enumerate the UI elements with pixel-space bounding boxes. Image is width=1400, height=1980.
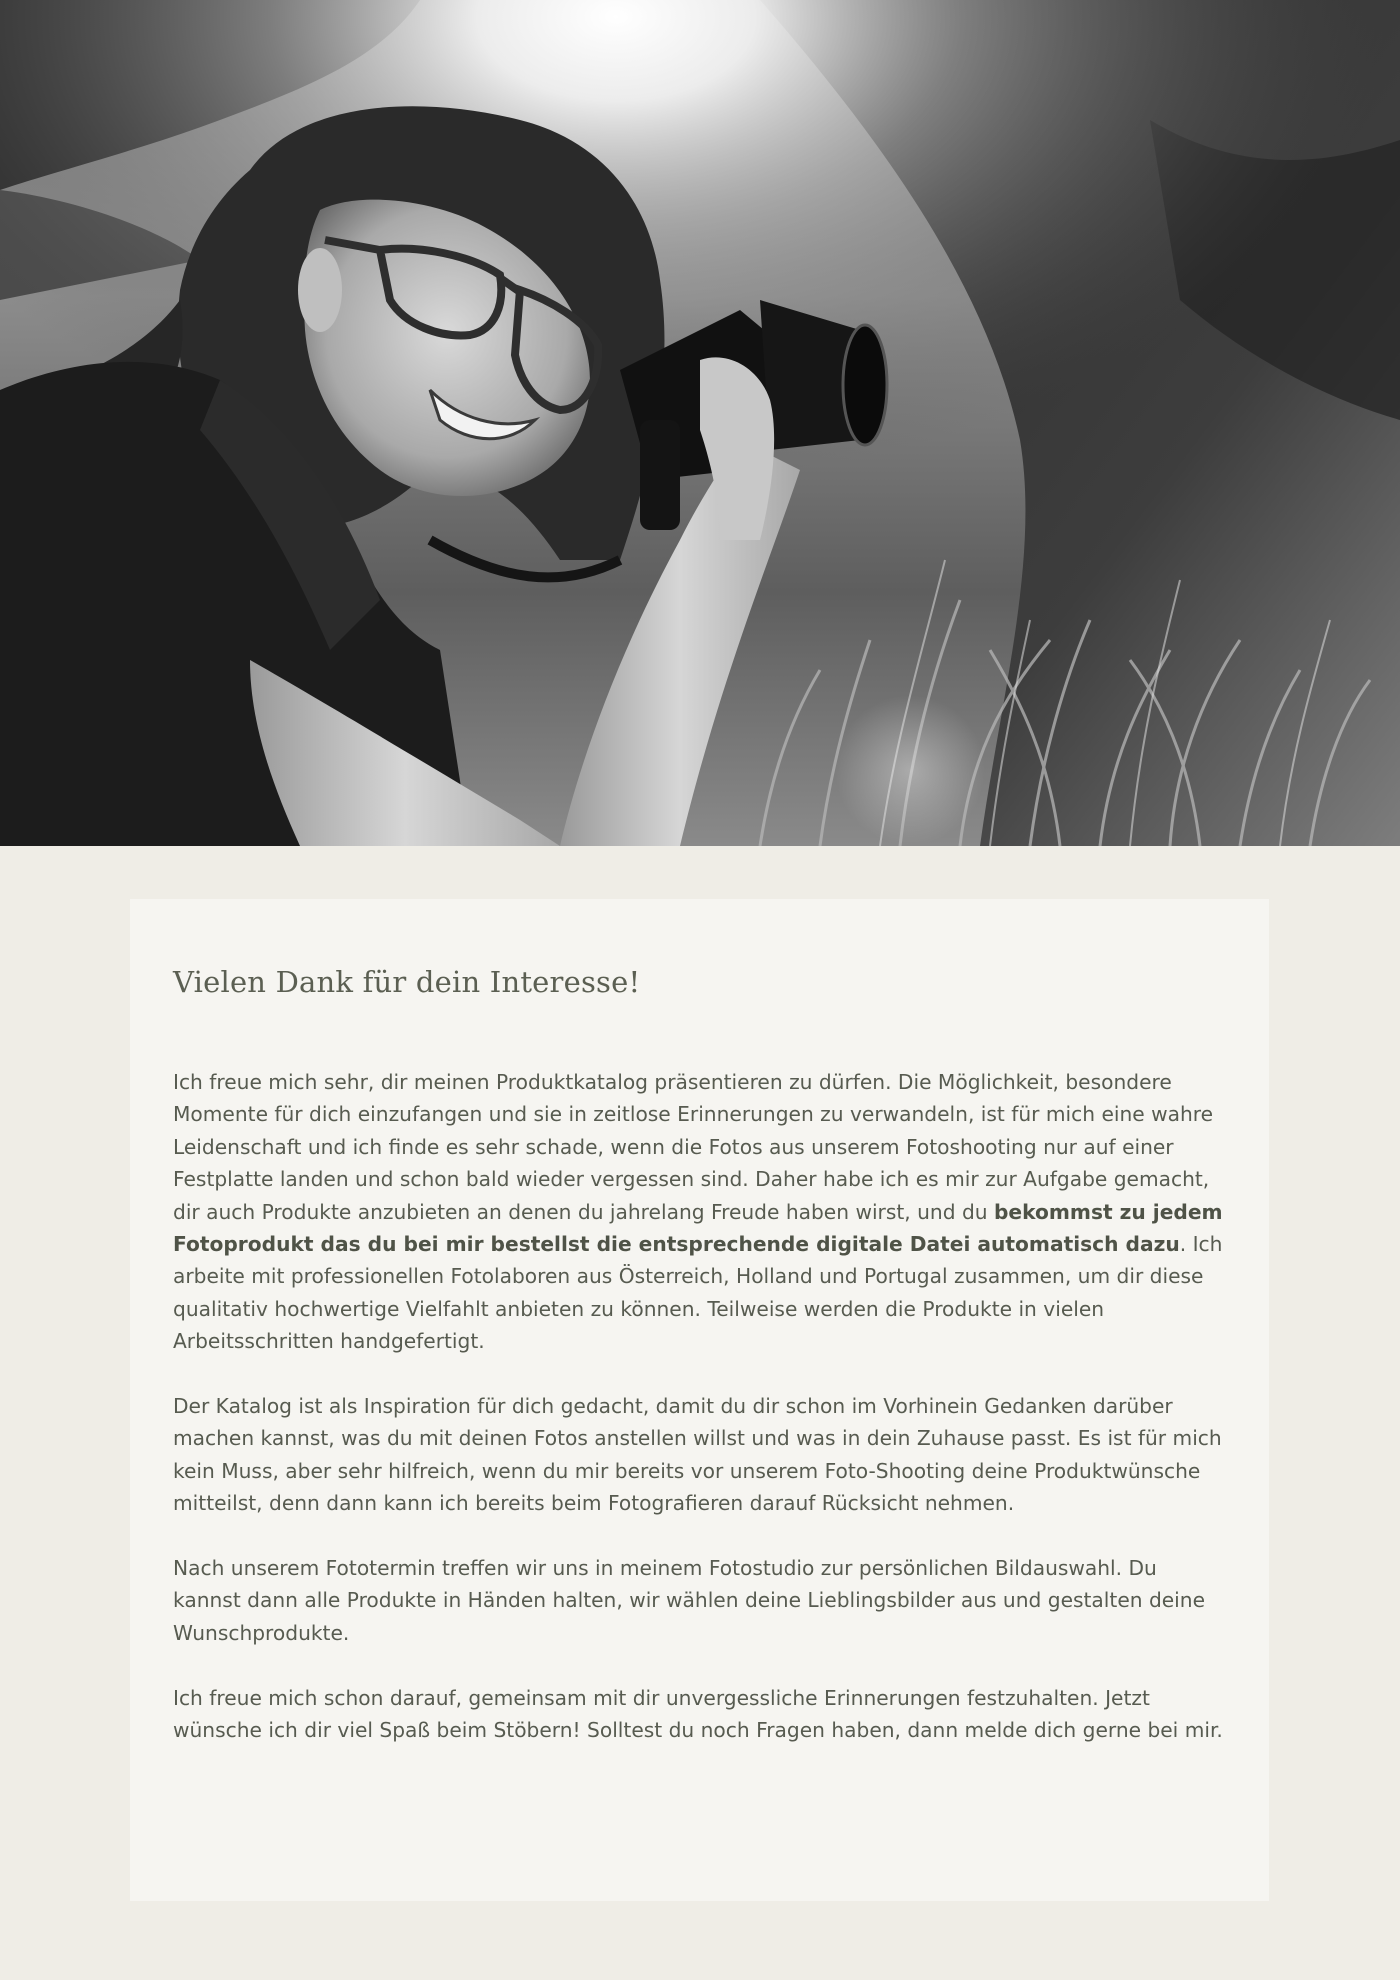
hero-photo	[0, 0, 1400, 846]
paragraph-appointment: Nach unserem Fototermin treffen wir uns in meinem Fotostudio zur persönlichen Bildauswahl. Du kannst dann alle Produkte in Händen halten, wir wählen deine Lieblingsbilder aus und gestalten deine Wunschprodukte.	[173, 1556, 1206, 1645]
photographer-portrait-photo	[0, 0, 1400, 846]
card-title: Vielen Dank für dein Interesse!	[173, 965, 641, 999]
intro-card	[130, 899, 1269, 1901]
paragraph-intro-text-end: . Ich arbeite mit professionellen Fotolaboren aus Österreich, Holland und Portugal zusammen, um dir diese qualitativ hochwertige Vielfahlt anbieten zu können. Teilweise werden die Produkte in vielen Arbeitsschritten handgefertigt.	[173, 1232, 1223, 1354]
paragraph-catalog: Der Katalog ist als Inspiration für dich gedacht, damit du dir schon im Vorhinein Gedanken darüber machen kannst, was du mit deinen Fotos anstellen willst und was in dein Zuhause passt. Es ist für mich kein Muss, aber sehr hilfreich, wenn du mir bereits vor unserem Foto-Shooting deine Produktwünsche mitteilst, denn dann kann ich bereits beim Fotografieren darauf Rücksicht nehmen.	[173, 1394, 1222, 1516]
paragraph-intro	[173, 1066, 1225, 1358]
paragraph-closing: Ich freue mich schon darauf, gemeinsam mit dir unvergessliche Erinnerungen festzuhalten. Jetzt wünsche ich dir viel Spaß beim Stöbern! Solltest du noch Fragen haben, dann melde dich gerne bei mir.	[173, 1685, 1223, 1743]
paragraph-intro-bold: bekommst zu jedem Fotoprodukt das du bei mir bestellst die entsprechende digitale Datei automatisch dazu	[173, 1199, 1223, 1257]
card-body	[173, 1066, 1225, 1746]
paragraph-intro-text: Ich freue mich sehr, dir meinen Produktkatalog präsentieren zu dürfen. Die Möglichkeit, besondere Momente für dich einzufangen und sie in zeitlose Erinnerungen zu verwandeln, ist für mich eine wahre Leidenschaft und ich finde es sehr schade, wenn die Fotos aus unserem Fotoshooting nur auf einer Festplatte landen und schon bald wieder vergessen sind. Daher habe ich es mir zur Aufgabe gemacht, dir auch Produkte anzubieten an denen du jahrelang Freude haben wirst, und du	[173, 1070, 1214, 1224]
